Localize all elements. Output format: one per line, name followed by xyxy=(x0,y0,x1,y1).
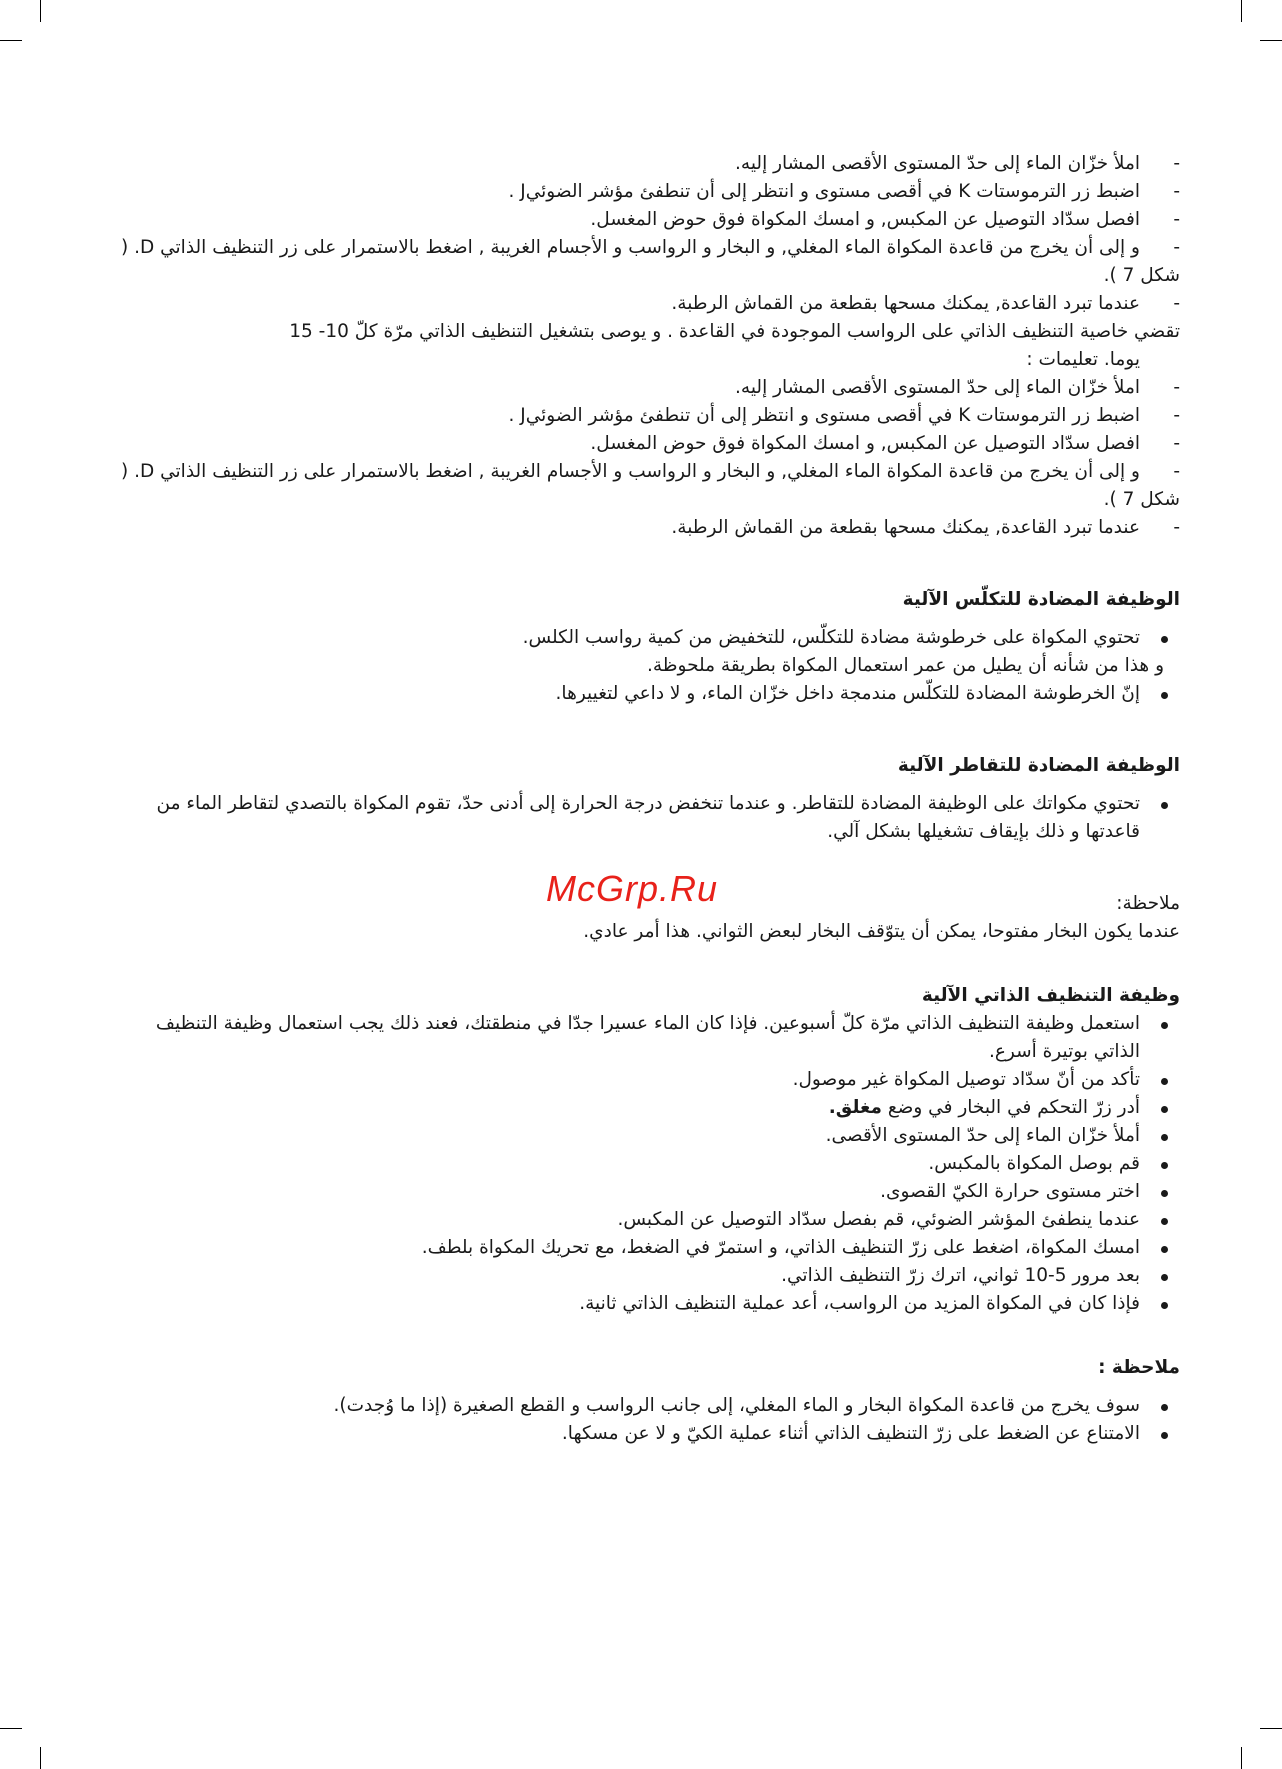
intro-line-2: يوما. تعليمات : xyxy=(1026,349,1140,370)
list-item: تحتوي المكواة على خرطوشة مضادة للتكلّس، للتخفيض من كمية رواسب الكلس. xyxy=(118,624,1180,652)
note-label-2: ملاحظة : xyxy=(1098,1357,1180,1378)
section-heading-antidrip: الوظيفة المضادة للتقاطر الآلية xyxy=(897,755,1180,776)
note-text: عندما يكون البخار مفتوحا، يمكن أن يتوّقف البخار لبعض الثواني. هذا أمر عادي. xyxy=(583,921,1180,942)
section-heading-anticalc: الوظيفة المضادة للتكلّس الآلية xyxy=(902,589,1180,610)
list-item: - افصل سدّاد التوصيل عن المكبس, و امسك المكواة فوق حوض المغسل. xyxy=(118,430,1180,458)
crop-mark-bottom-right xyxy=(1241,1747,1242,1769)
crop-mark-top-left xyxy=(40,0,41,22)
closed-word: مغلق. xyxy=(828,1097,882,1118)
intro-line: تقضي خاصية التنظيف الذاتي على الرواسب الموجودة في القاعدة . و يوصى بتشغيل التنظيف الذاتي مرّة كلّ 10- 15 xyxy=(289,321,1180,342)
watermark: McGrp.Ru xyxy=(546,868,719,909)
list-item: الامتناع عن الضغط على زرّ التنظيف الذاتي أثناء عملية الكيّ و لا عن مسكها. xyxy=(118,1420,1180,1448)
list-item: - و إلى أن يخرج من قاعدة المكواة الماء المغلي, و البخار و الرواسب و الأجسام الغريبة , اضغط بالاستمرار على زر التنظيف الذاتي D. ( شكل 7 ). xyxy=(118,458,1180,514)
list-item: - افصل سدّاد التوصيل عن المكبس, و امسك المكواة فوق حوض المغسل. xyxy=(118,206,1180,234)
list-item: بعد مرور 5-10 ثواني، اترك زرّ التنظيف الذاتي. xyxy=(118,1262,1180,1290)
list-item: أملأ خزّان الماء إلى حدّ المستوى الأقصى. xyxy=(118,1122,1180,1150)
list-item: سوف يخرج من قاعدة المكواة البخار و الماء المغلي، إلى جانب الرواسب و القطع الصغيرة (إذا ما وُجدت). xyxy=(118,1392,1180,1420)
list-item: - اضبط زر الترموستات K في أقصى مستوى و انتظر إلى أن تنطفئ مؤشر الضوئيJ . xyxy=(118,402,1180,430)
body-text: و هذا من شأنه أن يطيل من عمر استعمال المكواة بطريقة ملحوظة. xyxy=(646,655,1164,676)
list-item: تأكد من أنّ سدّاد توصيل المكواة غير موصول. xyxy=(118,1066,1180,1094)
list-item: قم بوصل المكواة بالمكبس. xyxy=(118,1150,1180,1178)
list-item: أدر زرّ التحكم في البخار في وضع مغلق. xyxy=(118,1094,1180,1122)
list-item: - و إلى أن يخرج من قاعدة المكواة الماء المغلي, و البخار و الرواسب و الأجسام الغريبة , اضغط بالاستمرار على زر التنظيف الذاتي D. ( شكل 7 ). xyxy=(118,234,1180,290)
list-item: - عندما تبرد القاعدة, يمكنك مسحها بقطعة من القماش الرطبة. xyxy=(118,290,1180,318)
list-item: عندما ينطفئ المؤشر الضوئي، قم بفصل سدّاد التوصيل عن المكبس. xyxy=(118,1206,1180,1234)
crop-mark-bottom-left xyxy=(40,1747,41,1769)
list-item: إنّ الخرطوشة المضادة للتكلّس مندمجة داخل خزّان الماء، و لا داعي لتغييرها. xyxy=(118,680,1180,708)
instructions-list-1 xyxy=(118,150,1180,318)
list-item: فإذا كان في المكواة المزيد من الرواسب، أعد عملية التنظيف الذاتي ثانية. xyxy=(118,1290,1180,1318)
section-heading-selfclean: وظيفة التنظيف الذاتي الآلية xyxy=(921,985,1180,1006)
selfclean-list xyxy=(118,1010,1180,1318)
list-item: - املأ خزّان الماء إلى حدّ المستوى الأقصى المشار إليه. xyxy=(118,374,1180,402)
crop-mark-top-left-h xyxy=(0,40,22,41)
instructions-list-2 xyxy=(118,374,1180,542)
crop-mark-top-right-h xyxy=(1260,40,1282,41)
crop-mark-bottom-right-h xyxy=(1260,1728,1282,1729)
list-item: - عندما تبرد القاعدة, يمكنك مسحها بقطعة من القماش الرطبة. xyxy=(118,514,1180,542)
crop-mark-bottom-left-h xyxy=(0,1728,22,1729)
note-label: ملاحظة: xyxy=(1116,893,1180,914)
list-item: استعمل وظيفة التنظيف الذاتي مرّة كلّ أسبوعين. فإذا كان الماء عسيرا جدّا في منطقتك، فعند ذلك يجب استعمال وظيفة التنظيف الذاتي بوتيرة أسرع. xyxy=(118,1010,1180,1066)
list-item: تحتوي مكواتك على الوظيفة المضادة للتقاطر. و عندما تنخفض درجة الحرارة إلى أدنى حدّ، تقوم المكواة بالتصدي لتقاطر الماء من قاعدتها و ذلك بإيقاف تشغيلها بشكل آلي. xyxy=(118,790,1180,846)
list-item: - اضبط زر الترموستات K في أقصى مستوى و انتظر إلى أن تنطفئ مؤشر الضوئيJ . xyxy=(118,178,1180,206)
list-item: امسك المكواة، اضغط على زرّ التنظيف الذاتي، و استمرّ في الضغط، مع تحريك المكواة بلطف. xyxy=(118,1234,1180,1262)
list-item: - املأ خزّان الماء إلى حدّ المستوى الأقصى المشار إليه. xyxy=(118,150,1180,178)
list-item: اختر مستوى حرارة الكيّ القصوى. xyxy=(118,1178,1180,1206)
document-page xyxy=(118,150,1180,1448)
crop-mark-top-right xyxy=(1241,0,1242,22)
